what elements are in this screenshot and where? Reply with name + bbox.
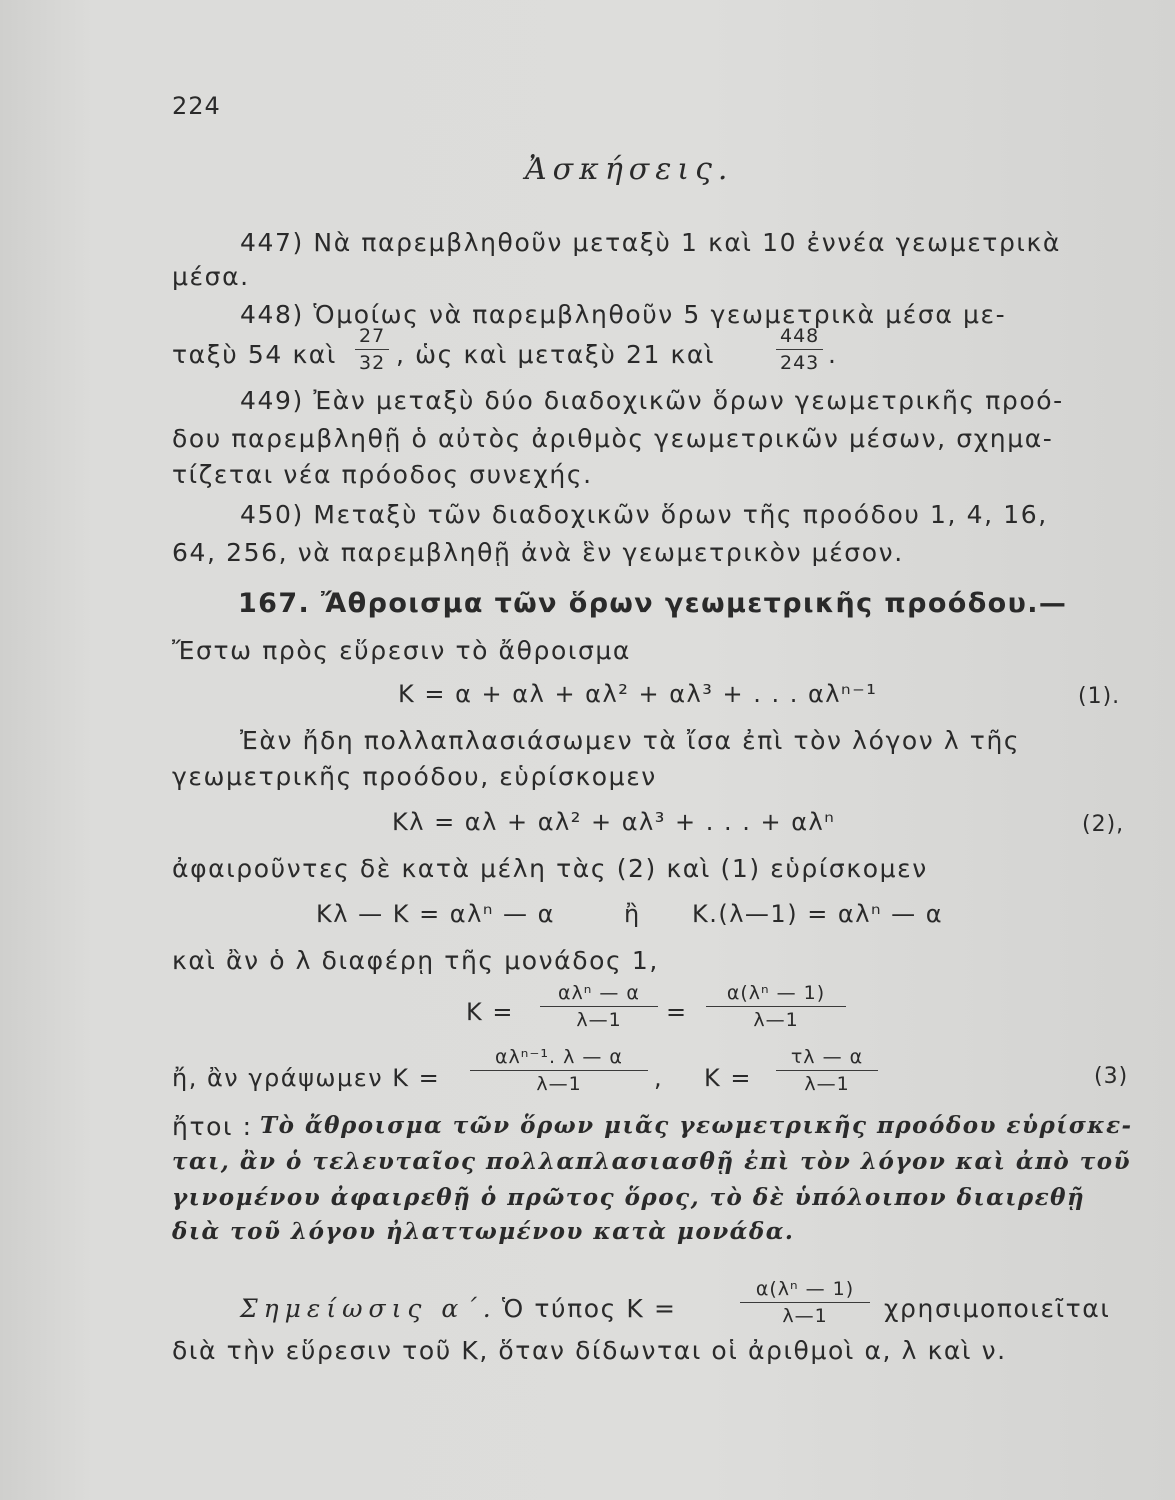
equation-4-lhs: Κ = — [466, 998, 514, 1026]
equation-5-mid: Κ = — [704, 1064, 752, 1092]
fraction-numerator: α(λⁿ — 1) — [755, 1278, 855, 1300]
exercise-447-line2: μέσα. — [172, 262, 250, 291]
exercise-448-fraction-2 — [776, 325, 823, 374]
equation-5-comma: , — [654, 1064, 664, 1092]
fraction-numerator: 448 — [780, 325, 820, 347]
equation-5-number: (3) — [1094, 1064, 1129, 1089]
paragraph-2-line1: Ἐὰν ἤδη πολλαπλασιάσωμεν τὰ ἴσα ἐπὶ τὸν λόγον λ τῆς — [240, 726, 1021, 755]
fraction-denominator: λ—1 — [753, 1009, 799, 1031]
paragraph-2-line2: γεωμετρικῆς προόδου, εὑρίσκομεν — [172, 762, 657, 791]
note-fraction — [740, 1278, 870, 1327]
fraction-denominator: 243 — [780, 352, 820, 374]
rule-line2: ται, ἂν ὁ τελευταῖος πολλαπλασιασθῇ ἐπὶ τὸν λόγον καὶ ἀπὸ τοῦ — [172, 1148, 1132, 1175]
equation-4-fraction-1 — [540, 982, 658, 1031]
equation-1-number: (1). — [1078, 684, 1121, 709]
exercise-447-line1: 447) Νὰ παρεμβληθοῦν μεταξὺ 1 καὶ 10 ἐννέα γεωμετρικὰ — [240, 228, 1061, 257]
fraction-denominator: λ—1 — [804, 1073, 850, 1095]
exercise-450-line1: 450) Μεταξὺ τῶν διαδοχικῶν ὅρων τῆς προόδου 1, 4, 16, — [240, 500, 1048, 529]
exercise-448-line2-b: , ὡς καὶ μεταξὺ 21 καὶ — [396, 340, 716, 369]
equation-3-or: ἢ — [624, 900, 641, 928]
fraction-numerator: α(λⁿ — 1) — [726, 982, 826, 1004]
note-label: Σημείωσις α΄. — [240, 1294, 497, 1323]
equation-2: Κλ = αλ + αλ² + αλ³ + . . . + αλⁿ — [392, 808, 836, 836]
equation-3-left: Κλ — Κ = αλⁿ — α — [316, 900, 555, 928]
exercise-448-fraction-1 — [355, 325, 389, 374]
rule-prefix: ἤτοι : — [172, 1112, 253, 1141]
exercise-450-line2: 64, 256, νὰ παρεμβληθῇ ἀνὰ ἓν γεωμετρικὸν μέσον. — [172, 538, 904, 567]
paragraph-4: καὶ ἂν ὁ λ διαφέρῃ τῆς μονάδος 1, — [172, 946, 659, 975]
exercise-449-line3: τίζεται νέα πρόοδος συνεχής. — [172, 460, 593, 489]
fraction-numerator: 27 — [359, 325, 386, 347]
fraction-numerator: αλⁿ — α — [558, 982, 640, 1004]
equation-5-fraction-1 — [470, 1046, 648, 1095]
note-line2: διὰ τὴν εὕρεσιν τοῦ Κ, ὅταν δίδωνται οἱ ἀριθμοὶ α, λ καὶ ν. — [172, 1336, 1007, 1365]
equation-5-fraction-2 — [776, 1046, 878, 1095]
paragraph-3: ἀφαιροῦντες δὲ κατὰ μέλη τὰς (2) καὶ (1) εὑρίσκομεν — [172, 854, 928, 883]
section-167-heading: 167. Ἄθροισμα τῶν ὅρων γεωμετρικῆς προόδου.— — [238, 588, 1068, 619]
fraction-numerator: αλⁿ⁻¹. λ — α — [495, 1046, 623, 1068]
section-167-intro: Ἔστω πρὸς εὕρεσιν τὸ ἄθροισμα — [172, 636, 631, 665]
exercise-448-line2-a: ταξὺ 54 καὶ — [172, 340, 337, 369]
exercise-449-line1: 449) Ἐὰν μεταξὺ δύο διαδοχικῶν ὅρων γεωμετρικῆς προό- — [240, 386, 1064, 415]
fraction-denominator: λ—1 — [536, 1073, 582, 1095]
equation-4-equals: = — [666, 998, 688, 1026]
fraction-denominator: λ—1 — [782, 1305, 828, 1327]
fraction-denominator: λ—1 — [576, 1009, 622, 1031]
rule-line3: γινομένου ἀφαιρεθῇ ὁ πρῶτος ὅρος, τὸ δὲ ὑπόλοιπον διαιρεθῇ — [172, 1184, 1086, 1211]
page-number: 224 — [172, 92, 221, 120]
exercise-449-line2: δου παρεμβληθῇ ὁ αὐτὸς ἀριθμὸς γεωμετρικῶν μέσων, σχημα- — [172, 424, 1054, 453]
equation-3-right: Κ.(λ—1) = αλⁿ — α — [692, 900, 944, 928]
equation-1: Κ = α + αλ + αλ² + αλ³ + . . . αλⁿ⁻¹ — [398, 680, 878, 708]
section-title: Ἀσκήσεις. — [525, 152, 734, 187]
fraction-denominator: 32 — [359, 352, 386, 374]
rule-line4: διὰ τοῦ λόγου ἠλαττωμένου κατὰ μονάδα. — [172, 1218, 795, 1245]
equation-4-fraction-2 — [706, 982, 846, 1031]
note-text-b: χρησιμοποιεῖται — [884, 1294, 1111, 1323]
equation-2-number: (2), — [1082, 812, 1125, 837]
fraction-numerator: τλ — α — [790, 1046, 864, 1068]
exercise-448-line2-c: . — [828, 340, 838, 369]
note-text-a: Ὁ τύπος Κ = — [502, 1294, 677, 1323]
exercise-448-line1: 448) Ὁμοίως νὰ παρεμβληθοῦν 5 γεωμετρικὰ μέσα με- — [240, 300, 1007, 329]
rule-line1: Τὸ ἄθροισμα τῶν ὅρων μιᾶς γεωμετρικῆς προόδου εὑρίσκε- — [260, 1112, 1133, 1139]
equation-5-prefix: ἤ, ἂν γράψωμεν Κ = — [172, 1064, 441, 1092]
